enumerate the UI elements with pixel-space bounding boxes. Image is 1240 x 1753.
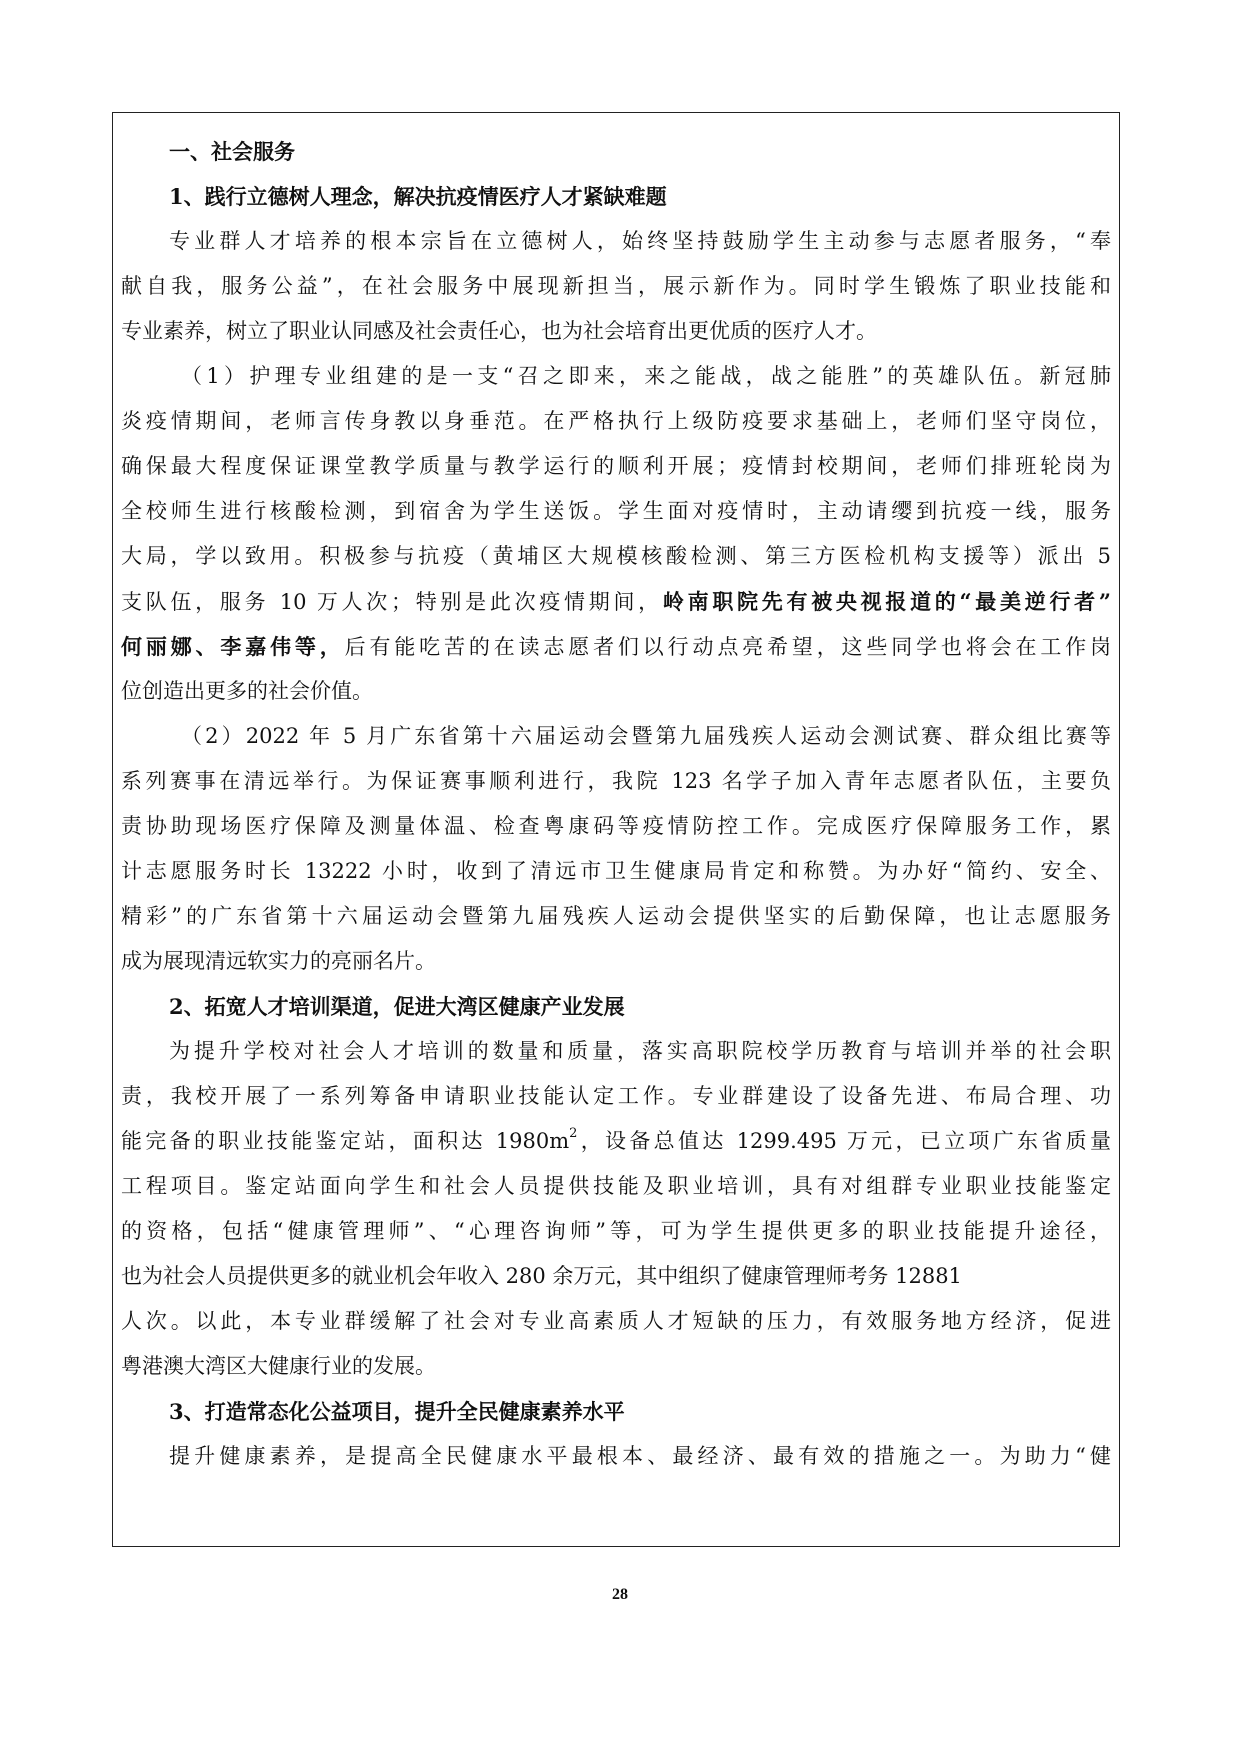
text-run: 后有能吃苦的在读志愿者们以行动点亮希望，这些同学也将会在工作岗	[344, 635, 1112, 659]
section-heading: 一、社会服务	[169, 139, 295, 164]
paragraph-line: 献自我，服务公益”，在社会服务中展现新担当，展示新作为。同时学生锻炼了职业技能和	[121, 274, 1111, 298]
paragraph-line: 人次。以此，本专业群缓解了社会对专业高素质人才短缺的压力，有效服务地方经济，促进	[121, 1309, 1111, 1333]
paragraph-line: 位创造出更多的社会价值。	[121, 679, 373, 703]
paragraph-line: 精彩”的广东省第十六届运动会暨第九届残疾人运动会提供坚实的后勤保障，也让志愿服务	[121, 904, 1111, 928]
paragraph-line: 全校师生进行核酸检测，到宿舍为学生送饭。学生面对疫情时，主动请缨到抗疫一线，服务	[121, 499, 1111, 523]
document-body	[121, 129, 1111, 1479]
paragraph-line: （1）护理专业组建的是一支“召之即来，来之能战，战之能胜”的英雄队伍。新冠肺	[181, 364, 1111, 388]
text-run: 支队伍，服务 10 万人次；特别是此次疫情期间，	[121, 590, 663, 614]
subsection-heading-3: 3、打造常态化公益项目，提升全民健康素养水平	[169, 1399, 625, 1424]
paragraph-line: 成为展现清远软实力的亮丽名片。	[121, 949, 436, 973]
subsection-heading-2: 2、拓宽人才培训渠道，促进大湾区健康产业发展	[169, 994, 625, 1019]
bold-text: 岭南职院先有被央视报道的“最美逆行者”	[662, 589, 1111, 614]
paragraph-line: 系列赛事在清远举行。为保证赛事顺利进行，我院 123 名学子加入青年志愿者队伍，主要负	[121, 769, 1111, 793]
content-frame	[112, 112, 1120, 1547]
paragraph-line: 粤港澳大湾区大健康行业的发展。	[121, 1354, 436, 1378]
paragraph-line: 为提升学校对社会人才培训的数量和质量，落实高职院校学历教育与培训并举的社会职	[169, 1039, 1111, 1063]
paragraph-line	[121, 624, 1111, 669]
page-number: 28	[612, 1586, 628, 1603]
paragraph-line: （2）2022 年 5 月广东省第十六届运动会暨第九届残疾人运动会测试赛、群众组比赛等	[181, 724, 1111, 748]
text-run: 能完备的职业技能鉴定站，面积达 1980m	[121, 1129, 570, 1153]
text-run: ，设备总值达 1299.495 万元，已立项广东省质量	[577, 1129, 1111, 1153]
paragraph-line: 工程项目。鉴定站面向学生和社会人员提供技能及职业培训，具有对组群专业职业技能鉴定	[121, 1174, 1111, 1198]
paragraph-line	[121, 1119, 1111, 1164]
superscript: 2	[569, 1126, 578, 1141]
paragraph-line: 炎疫情期间，老师言传身教以身垂范。在严格执行上级防疫要求基础上，老师们坚守岗位，	[121, 409, 1111, 433]
paragraph-line: 责，我校开展了一系列筹备申请职业技能认定工作。专业群建设了设备先进、布局合理、功	[121, 1084, 1111, 1108]
paragraph-line: 的资格，包括“健康管理师”、“心理咨询师”等，可为学生提供更多的职业技能提升途径，	[121, 1219, 1111, 1243]
paragraph-line: 确保最大程度保证课堂教学质量与教学运行的顺利开展；疫情封校期间，老师们排班轮岗为	[121, 454, 1111, 478]
paragraph-line: 大局，学以致用。积极参与抗疫（黄埔区大规模核酸检测、第三方医检机构支援等）派出 5	[121, 544, 1111, 568]
paragraph-line	[121, 579, 1111, 624]
paragraph-line: 也为社会人员提供更多的就业机会年收入 280 余万元，其中组织了健康管理师考务 12881	[121, 1264, 962, 1288]
bold-text: 何丽娜、李嘉伟等，	[121, 634, 345, 659]
subsection-heading-1: 1、践行立德树人理念，解决抗疫情医疗人才紧缺难题	[169, 184, 667, 209]
paragraph-line: 计志愿服务时长 13222 小时，收到了清远市卫生健康局肯定和称赞。为办好“简约、安全、	[121, 859, 1111, 883]
paragraph-line: 责协助现场医疗保障及测量体温、检查粤康码等疫情防控工作。完成医疗保障服务工作，累	[121, 814, 1111, 838]
paragraph-line: 提升健康素养，是提高全民健康水平最根本、最经济、最有效的措施之一。为助力“健	[169, 1444, 1111, 1468]
paragraph-line: 专业素养，树立了职业认同感及社会责任心，也为社会培育出更优质的医疗人才。	[121, 319, 877, 343]
paragraph-line: 专业群人才培养的根本宗旨在立德树人，始终坚持鼓励学生主动参与志愿者服务，“奉	[169, 229, 1111, 253]
